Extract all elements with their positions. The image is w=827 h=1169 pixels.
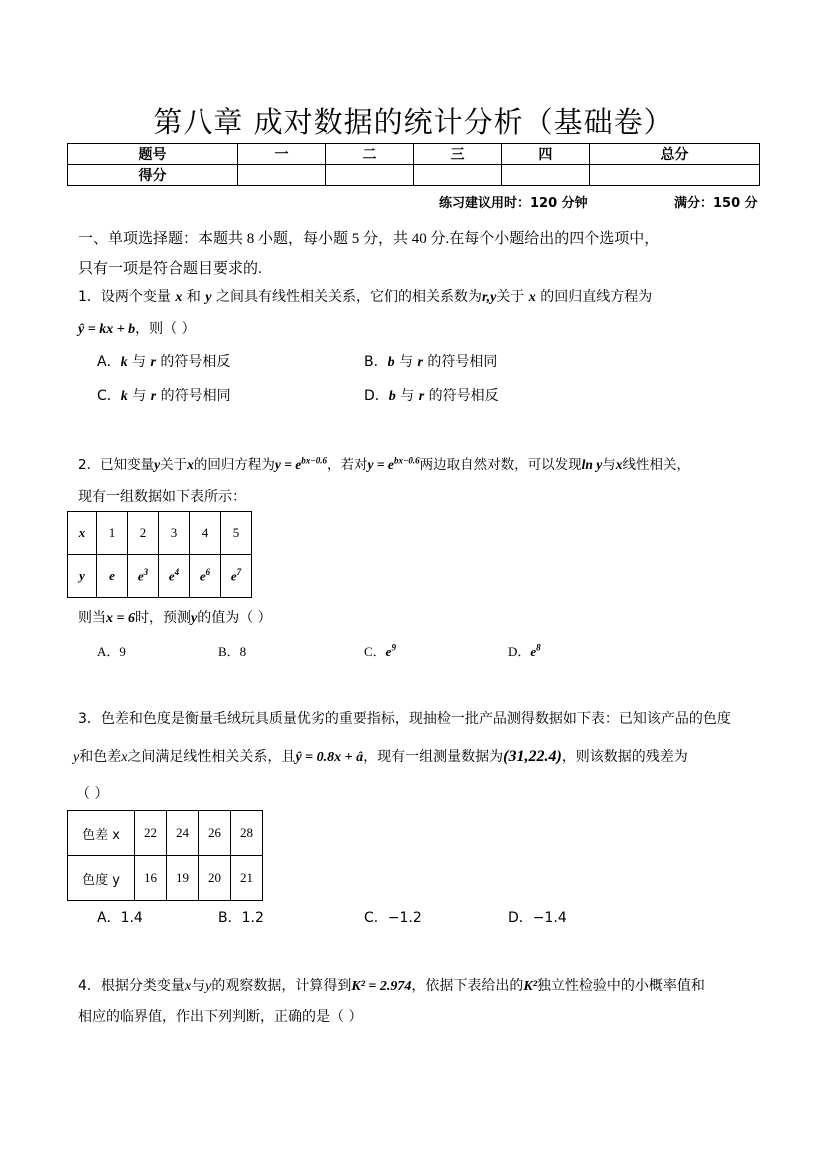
q3-regression-equation: ŷ = 0.8x + â bbox=[295, 750, 364, 765]
q4-stem-line1: 4．根据分类变量x与y的观察数据，计算得到K² = 2.974，依据下表给出的K²独立性检验中的小概率值和 bbox=[78, 978, 705, 994]
q1-option-d: D．b 与 r 的符号相反 bbox=[364, 388, 499, 404]
table-row: 色度 y 16 19 20 21 bbox=[68, 856, 263, 901]
score-cell bbox=[326, 165, 414, 186]
q2-option-c: C．$e^9$ bbox=[364, 642, 396, 659]
table-row: 色差 x 22 24 26 28 bbox=[68, 811, 263, 856]
q1-option-b: B．b 与 r 的符号相同 bbox=[364, 354, 498, 370]
q3-option-a: A．1.4 bbox=[97, 910, 143, 926]
q3-option-c: C．−1.2 bbox=[364, 910, 422, 926]
table-row: x 1 2 3 4 5 bbox=[68, 512, 252, 555]
q1-regression-formula: ŷ = kx + b bbox=[78, 322, 136, 337]
q2-option-d: D．$e^8$ bbox=[508, 642, 541, 659]
score-table-header-row bbox=[68, 144, 760, 165]
score-table bbox=[67, 143, 760, 186]
q4-k2-value: K² = 2.974 bbox=[351, 979, 412, 994]
score-header-cell: 三 bbox=[413, 144, 501, 165]
q3-option-d: D．−1.4 bbox=[508, 910, 567, 926]
section-intro-line1: 一、单项选择题：本题共 8 小题，每小题 5 分，共 40 分.在每个小题给出的四个选项中， bbox=[78, 231, 660, 247]
q1-stem: 1．设两个变量 x 和 y 之间具有线性相关关系，它们的相关系数为r,y关于 x 的回归直线方程为 bbox=[78, 289, 653, 305]
score-cell bbox=[501, 165, 589, 186]
score-cell bbox=[238, 165, 326, 186]
score-header-cell: 二 bbox=[326, 144, 414, 165]
q2-option-a: A．9 bbox=[97, 644, 126, 659]
score-header-cell: 四 bbox=[501, 144, 589, 165]
q3-data-point: (31,22.4) bbox=[503, 748, 562, 765]
q2-option-b: B．8 bbox=[218, 644, 247, 659]
q1-option-a: A．k 与 r 的符号相反 bbox=[97, 354, 231, 370]
page-title: 第八章 成对数据的统计分析（基础卷） bbox=[153, 105, 674, 139]
suggested-time: 练习建议用时：120 分钟 bbox=[439, 196, 588, 211]
table-row: y e $e^3$ $e^4$ $e^6$ $e^7$ bbox=[68, 555, 252, 598]
q2-equation: $y = e^{bx-0.6}$ bbox=[274, 455, 327, 472]
q3-stem-line1: 3．色差和色度是衡量毛绒玩具质量优劣的重要指标，现抽检一批产品测得数据如下表：已知该产品的色度 bbox=[78, 711, 731, 727]
q2-stem-line2: 现有一组数据如下表所示： bbox=[78, 489, 246, 505]
score-table-score-row bbox=[68, 165, 760, 186]
q1-formula-line: ŷ = kx + b，则（ ） bbox=[78, 321, 196, 337]
q2-equation-repeat: $y = e^{bx-0.6}$ bbox=[367, 455, 420, 472]
score-cell bbox=[413, 165, 501, 186]
q3-option-b: B．1.2 bbox=[218, 910, 264, 926]
section-intro-line2: 只有一项是符合题目要求的. bbox=[78, 261, 262, 277]
score-header-cell: 总分 bbox=[589, 144, 759, 165]
score-row-label: 得分 bbox=[68, 165, 238, 186]
q2-data-table bbox=[67, 511, 252, 598]
q2-question: 则当x = 6时，预测y的值为（ ） bbox=[78, 610, 272, 626]
score-header-cell: 一 bbox=[238, 144, 326, 165]
q3-stem-line2: y和色差x之间满足线性相关关系，且ŷ = 0.8x + â，现有一组测量数据为(31,22.4)，则该数据的残差为 bbox=[73, 748, 688, 765]
score-header-cell: 题号 bbox=[68, 144, 238, 165]
score-cell bbox=[589, 165, 759, 186]
q4-stem-line2: 相应的临界值，作出下列判断，正确的是（ ） bbox=[78, 1009, 363, 1025]
q1-option-c: C．k 与 r 的符号相同 bbox=[97, 388, 231, 404]
q3-answer-paren: （ ） bbox=[76, 786, 109, 802]
full-marks: 满分：150 分 bbox=[674, 196, 758, 211]
q2-stem: 2．已知变量y关于x的回归方程为$y = e^{bx-0.6}$，若对$y = e^{bx-0.6}$两边取自然对数，可以发现ln y与x线性相关， bbox=[78, 455, 691, 473]
q3-data-table bbox=[67, 810, 263, 901]
